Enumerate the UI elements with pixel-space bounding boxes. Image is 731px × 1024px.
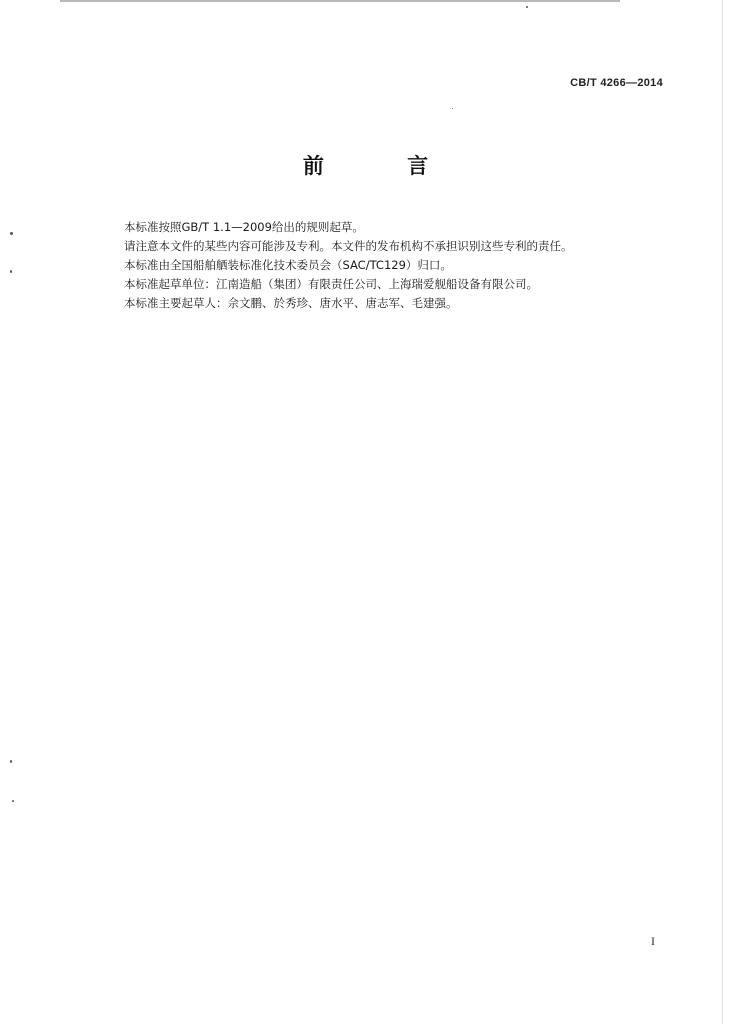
- scan-speck: [10, 760, 12, 763]
- body-line-drafting-units: 本标准起草单位：江南造船（集团）有限责任公司、上海瑞爱舰船设备有限公司。: [124, 277, 538, 291]
- scan-speck: [12, 800, 14, 802]
- scan-speck: [10, 232, 13, 235]
- body-line-drafters: 本标准主要起草人：佘文鹏、於秀珍、唐水平、唐志军、毛建强。: [124, 296, 458, 310]
- preface-body: [124, 218, 644, 313]
- scan-speck: [526, 6, 528, 8]
- scan-speck: [10, 270, 12, 273]
- body-line-drafting-rules: 本标准按照GB/T 1.1—2009给出的规则起草。: [124, 220, 364, 234]
- body-line-patent-notice: 请注意本文件的某些内容可能涉及专利。本文件的发布机构不承担识别这些专利的责任。: [124, 239, 573, 253]
- standard-code: CB/T 4266—2014: [570, 77, 663, 89]
- body-line-committee: 本标准由全国船舶舾装标准化技术委员会（SAC/TC129）归口。: [124, 258, 452, 272]
- scan-speck: [452, 108, 453, 109]
- page-number: I: [651, 934, 655, 948]
- scan-edge-top: [60, 0, 620, 2]
- page-title: 前 言: [302, 154, 467, 178]
